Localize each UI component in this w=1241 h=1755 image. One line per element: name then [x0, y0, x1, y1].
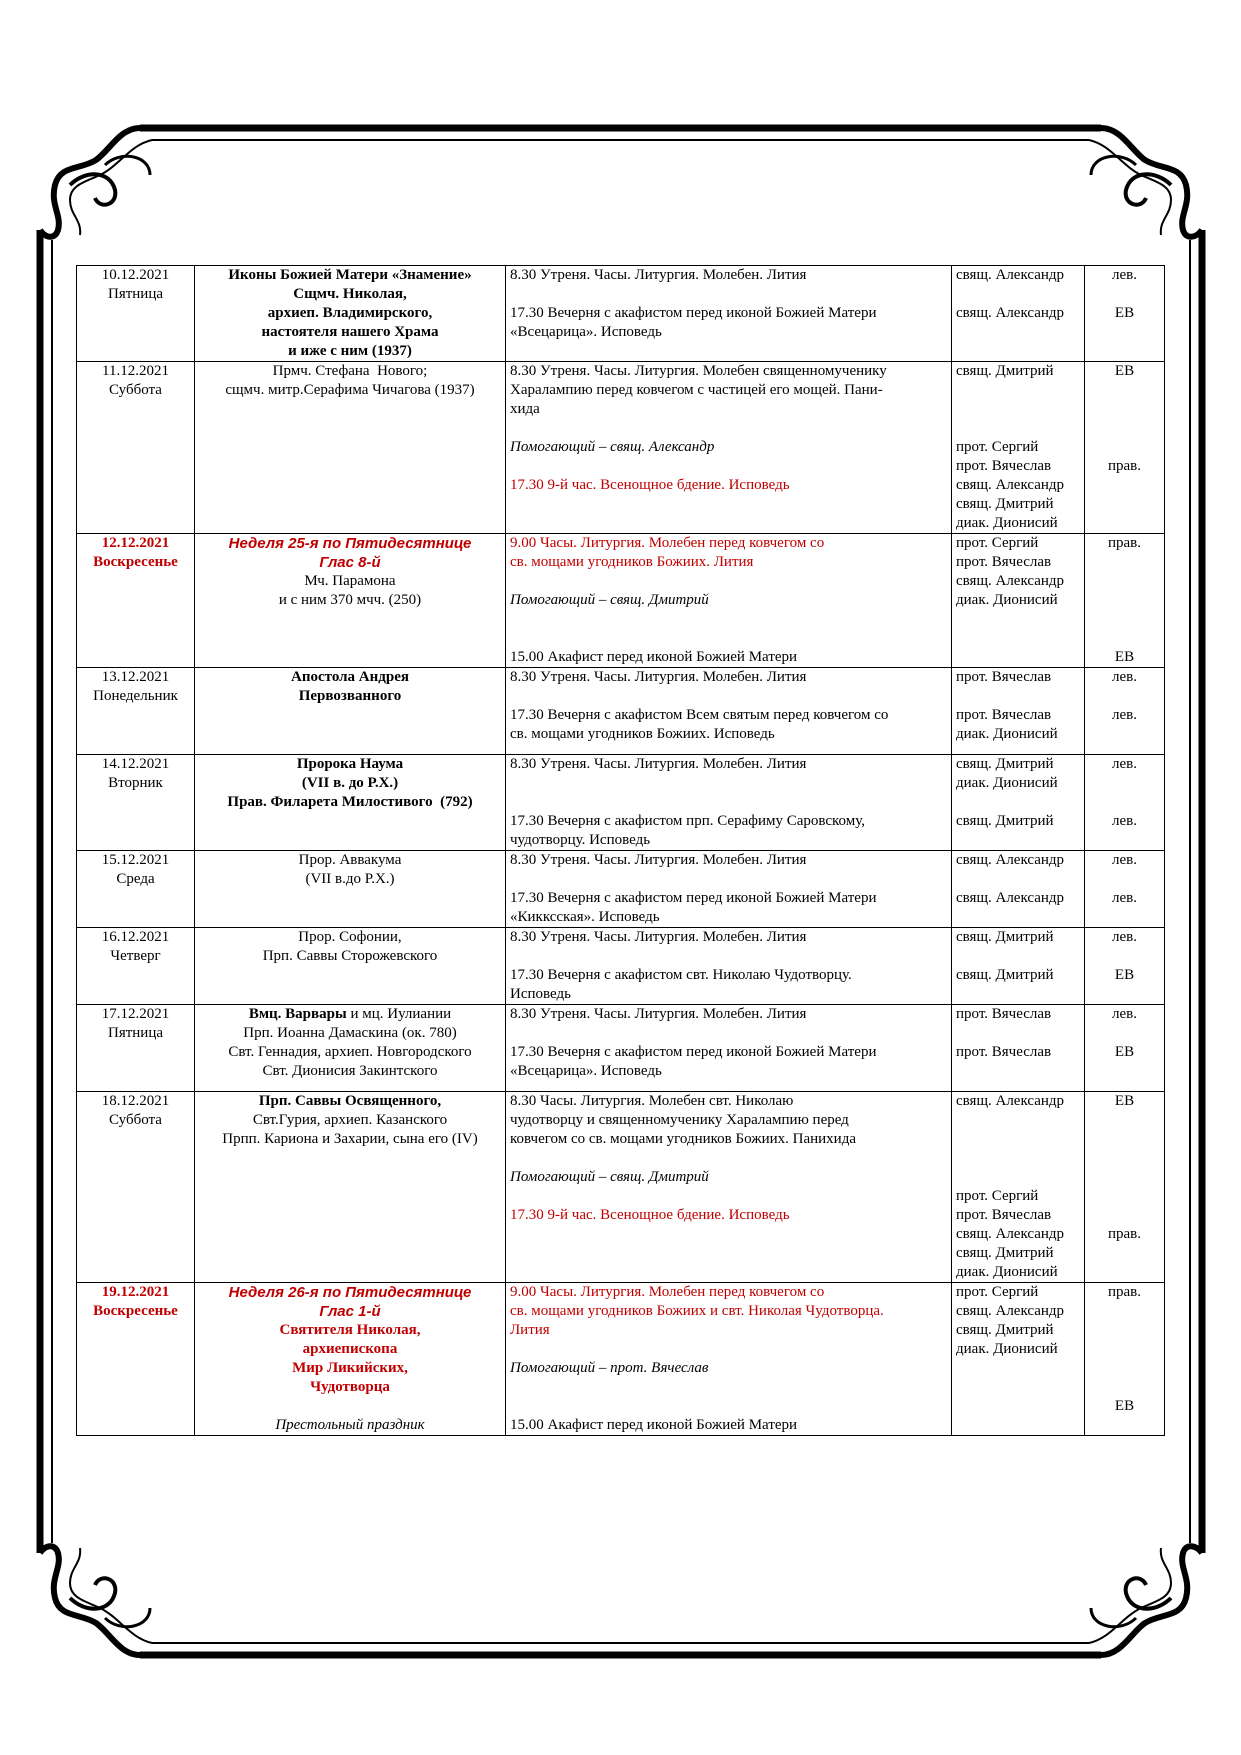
clergy-name — [956, 870, 1080, 889]
choir-label — [1089, 947, 1160, 966]
text-line — [510, 419, 947, 438]
choir-label — [1089, 870, 1160, 889]
choir-label — [1089, 572, 1160, 591]
choir-cell — [1085, 928, 1165, 1005]
feast-cell — [195, 851, 506, 928]
text-line: 17.30 9-й час. Всенощное бдение. Исповедь — [510, 1207, 790, 1223]
date-cell — [77, 266, 195, 362]
choir-cell — [1085, 1092, 1165, 1283]
clergy-name: свящ. Дмитрий — [956, 756, 1054, 772]
clergy-name: свящ. Александр — [956, 1093, 1065, 1109]
choir-label: лев. — [1112, 852, 1137, 868]
clergy-cell — [952, 534, 1085, 668]
choir-label: ЕВ — [1114, 967, 1135, 983]
text-line — [510, 774, 947, 793]
text-line: 17.30 Вечерня с акафистом перед иконой Божией Матери — [510, 305, 877, 321]
choir-label: прав. — [1107, 458, 1142, 474]
choir-cell — [1085, 1283, 1165, 1436]
date-cell — [77, 1005, 195, 1092]
choir-cell — [1085, 362, 1165, 534]
clergy-name — [956, 1168, 1080, 1187]
choir-cell — [1085, 755, 1165, 851]
date-cell — [77, 1283, 195, 1436]
clergy-cell — [952, 362, 1085, 534]
date-cell — [77, 534, 195, 668]
text-line: архиеп. Владимирского, — [267, 305, 433, 321]
schedule-row — [77, 928, 1165, 1005]
clergy-name — [956, 400, 1080, 419]
choir-label — [1089, 1206, 1160, 1225]
choir-label — [1089, 553, 1160, 572]
text-line: св. мощами угодников Божиих. Лития — [510, 554, 754, 570]
clergy-name — [956, 1024, 1080, 1043]
text-line: Сщмч. Николая, — [293, 286, 407, 302]
schedule-row — [77, 1005, 1165, 1092]
clergy-name — [956, 1130, 1080, 1149]
clergy-name: свящ. Дмитрий — [956, 813, 1054, 829]
text-line: 8.30 Утреня. Часы. Литургия. Молебен священномученику — [510, 363, 887, 379]
schedule-row — [77, 362, 1165, 534]
clergy-name: диак. Дионисий — [956, 775, 1058, 791]
schedule-row — [77, 851, 1165, 928]
text-line — [510, 1378, 947, 1397]
clergy-name: свящ. Александр — [956, 852, 1065, 868]
clergy-name — [956, 419, 1080, 438]
text-line: (VII в.до Р.Х.) — [305, 871, 395, 887]
text-line: 17.30 Вечерня с акафистом перед иконой Божией Матери — [510, 890, 877, 906]
choir-label — [1089, 419, 1160, 438]
choir-label — [1089, 687, 1160, 706]
text-line: 17.30 Вечерня с акафистом перед иконой Божией Матери — [510, 1044, 877, 1060]
choir-label: ЕВ — [1114, 305, 1135, 321]
weekday-text: Среда — [116, 871, 155, 887]
feast-cell — [195, 668, 506, 755]
clergy-name: свящ. Дмитрий — [956, 1322, 1054, 1338]
text-line: 17.30 9-й час. Всенощное бдение. Исповедь — [510, 477, 790, 493]
schedule-row — [77, 755, 1165, 851]
feast-cell — [195, 534, 506, 668]
date-text: 10.12.2021 — [101, 267, 170, 283]
clergy-name: свящ. Александр — [956, 305, 1065, 321]
text-line: сщмч. митр.Серафима Чичагова (1937) — [225, 382, 475, 398]
clergy-name: прот. Вячеслав — [956, 669, 1052, 685]
clergy-name: прот. Вячеслав — [956, 1207, 1052, 1223]
choir-label — [1089, 793, 1160, 812]
date-cell — [77, 668, 195, 755]
choir-label — [1089, 1111, 1160, 1130]
clergy-name: прот. Вячеслав — [956, 1044, 1052, 1060]
text-line — [510, 1024, 947, 1043]
clergy-cell — [952, 1005, 1085, 1092]
text-line: Престольный праздник — [275, 1417, 425, 1433]
date-cell — [77, 851, 195, 928]
services-cell — [506, 1092, 952, 1283]
clergy-name: диак. Дионисий — [956, 1341, 1058, 1357]
clergy-name: диак. Дионисий — [956, 726, 1058, 742]
clergy-name — [956, 687, 1080, 706]
clergy-name: свящ. Дмитрий — [956, 363, 1054, 379]
services-cell — [506, 755, 952, 851]
clergy-name — [956, 793, 1080, 812]
text-line: чудотворцу и священномученику Харалампию перед — [510, 1112, 849, 1128]
feast-cell — [195, 266, 506, 362]
choir-label: ЕВ — [1114, 1044, 1135, 1060]
text-line: св. мощами угодников Божиих и свт. Николая Чудотворца. — [510, 1303, 884, 1319]
text-line: «Кикксская». Исповедь — [510, 909, 660, 925]
text-line: Первозванного — [298, 688, 402, 704]
text-line: хида — [510, 401, 540, 417]
text-line: Прав. Филарета Милостивого (792) — [227, 794, 473, 810]
weekday-text: Воскресенье — [93, 554, 178, 570]
clergy-name: прот. Вячеслав — [956, 1006, 1052, 1022]
choir-label: лев. — [1112, 1006, 1137, 1022]
text-line: Свт.Гурия, архиеп. Казанского — [252, 1112, 448, 1128]
clergy-cell — [952, 1092, 1085, 1283]
clergy-name: прот. Вячеслав — [956, 554, 1052, 570]
clergy-cell — [952, 266, 1085, 362]
choir-label — [1089, 381, 1160, 400]
choir-label — [1089, 1340, 1160, 1359]
text-line: Иконы Божией Матери «Знамение» — [228, 267, 472, 283]
text-line: Свт. Геннадия, архиеп. Новгородского — [228, 1044, 472, 1060]
date-text: 15.12.2021 — [101, 852, 170, 868]
date-cell — [77, 928, 195, 1005]
clergy-cell — [952, 928, 1085, 1005]
choir-label: ЕВ — [1114, 1093, 1135, 1109]
date-text: 16.12.2021 — [101, 929, 170, 945]
text-line — [510, 870, 947, 889]
text-line: чудотворцу. Исповедь — [510, 832, 651, 848]
text-line: Неделя 26-я по Пятидесятнице — [228, 1284, 472, 1301]
text-line: Прп. Иоанна Дамаскина (ок. 780) — [243, 1025, 457, 1041]
schedule-body — [77, 266, 1165, 1436]
text-line: «Всецарица». Исповедь — [510, 1063, 662, 1079]
clergy-name — [956, 1111, 1080, 1130]
weekday-text: Вторник — [108, 775, 163, 791]
text-line: Помогающий – прот. Вячеслав — [510, 1360, 709, 1376]
weekday-text: Понедельник — [93, 688, 178, 704]
text-line: 8.30 Часы. Литургия. Молебен свт. Николаю — [510, 1093, 794, 1109]
text-line: Прор. Софонии, — [298, 929, 402, 945]
choir-label — [1089, 1321, 1160, 1340]
text-line: Святителя Николая, — [279, 1322, 421, 1338]
services-cell — [506, 362, 952, 534]
text-line: 17.30 Вечерня с акафистом прп. Серафиму Саровскому, — [510, 813, 866, 829]
clergy-name: диак. Дионисий — [956, 592, 1058, 608]
date-cell — [77, 362, 195, 534]
clergy-name: свящ. Дмитрий — [956, 496, 1054, 512]
text-line: Глас 8-й — [319, 554, 381, 571]
services-cell — [506, 928, 952, 1005]
clergy-name — [956, 285, 1080, 304]
weekday-text: Четверг — [110, 948, 161, 964]
weekday-text: Суббота — [109, 382, 162, 398]
choir-label: ЕВ — [1114, 363, 1135, 379]
choir-label: прав. — [1107, 1226, 1142, 1242]
date-cell — [77, 755, 195, 851]
text-line: Исповедь — [510, 986, 571, 1002]
text-line: Апостола Андрея — [291, 669, 409, 685]
text-line: ковчегом со св. мощами угодников Божиих. Панихида — [510, 1131, 857, 1147]
choir-label — [1089, 1302, 1160, 1321]
clergy-cell — [952, 668, 1085, 755]
choir-label — [1089, 1149, 1160, 1168]
services-cell — [506, 1283, 952, 1436]
clergy-cell — [952, 755, 1085, 851]
text-line: 9.00 Часы. Литургия. Молебен перед ковчегом со — [510, 1284, 825, 1300]
schedule-row — [77, 668, 1165, 755]
clergy-name — [956, 947, 1080, 966]
text-line: Помогающий – свящ. Дмитрий — [510, 592, 709, 608]
text-line: Помогающий – свящ. Александр — [510, 439, 715, 455]
text-line — [510, 572, 947, 591]
text-line: св. мощами угодников Божиих. Исповедь — [510, 726, 775, 742]
clergy-name: прот. Вячеслав — [956, 458, 1052, 474]
clergy-name: прот. Сергий — [956, 535, 1039, 551]
clergy-name: свящ. Александр — [956, 267, 1065, 283]
text-line — [510, 1187, 947, 1206]
text-line: Харалампию перед ковчегом с частицей его мощей. Пани- — [510, 382, 883, 398]
text-line — [510, 793, 947, 812]
choir-label: ЕВ — [1114, 649, 1135, 665]
schedule-row — [77, 534, 1165, 668]
text-line: и с ним 370 мчч. (250) — [278, 592, 422, 608]
text-line — [510, 285, 947, 304]
text-line — [510, 1340, 947, 1359]
choir-label: лев. — [1112, 707, 1137, 723]
choir-cell — [1085, 1005, 1165, 1092]
choir-label: лев. — [1112, 890, 1137, 906]
choir-label — [1089, 1130, 1160, 1149]
text-line: 17.30 Вечерня с акафистом Всем святым перед ковчегом со — [510, 707, 889, 723]
weekday-text: Суббота — [109, 1112, 162, 1128]
choir-cell — [1085, 266, 1165, 362]
text-line — [510, 687, 947, 706]
text-line: Глас 1-й — [319, 1303, 381, 1320]
text-line — [510, 1397, 947, 1416]
clergy-name: свящ. Александр — [956, 890, 1065, 906]
choir-label: прав. — [1107, 535, 1142, 551]
choir-cell — [1085, 534, 1165, 668]
choir-label — [1089, 1168, 1160, 1187]
text-line: архиепископа — [302, 1341, 398, 1357]
text-line: (VII в. до Р.Х.) — [301, 775, 399, 791]
services-cell — [506, 534, 952, 668]
clergy-name: прот. Сергий — [956, 1188, 1039, 1204]
text-line: Прп. Саввы Освященного, — [258, 1093, 442, 1109]
choir-label — [1089, 610, 1160, 629]
text-line — [510, 947, 947, 966]
text-line: настоятеля нашего Храма — [261, 324, 439, 340]
choir-label — [1089, 591, 1160, 610]
services-cell — [506, 1005, 952, 1092]
clergy-name: свящ. Дмитрий — [956, 1245, 1054, 1261]
feast-cell — [195, 1283, 506, 1436]
weekday-text: Пятница — [107, 286, 164, 302]
choir-label: ЕВ — [1114, 1398, 1135, 1414]
choir-label: лев. — [1112, 929, 1137, 945]
text-line: Прпп. Кариона и Захарии, сына его (IV) — [222, 1131, 478, 1147]
clergy-name: свящ. Александр — [956, 1303, 1065, 1319]
text-line: 9.00 Часы. Литургия. Молебен перед ковчегом со — [510, 535, 825, 551]
date-cell — [77, 1092, 195, 1283]
date-text: 13.12.2021 — [101, 669, 170, 685]
choir-cell — [1085, 851, 1165, 928]
text-line — [510, 1149, 947, 1168]
schedule-row — [77, 1092, 1165, 1283]
choir-label — [1089, 629, 1160, 648]
clergy-name: диак. Дионисий — [956, 1264, 1058, 1280]
clergy-name: свящ. Александр — [956, 1226, 1065, 1242]
text-fragment: и мц. Иулиании — [346, 1006, 452, 1022]
schedule-row — [77, 266, 1165, 362]
feast-cell — [195, 362, 506, 534]
clergy-cell — [952, 851, 1085, 928]
choir-label: лев. — [1112, 813, 1137, 829]
feast-cell — [195, 755, 506, 851]
clergy-name: свящ. Александр — [956, 477, 1065, 493]
choir-label — [1089, 1359, 1160, 1378]
clergy-name: свящ. Александр — [956, 573, 1065, 589]
text-line: 8.30 Утреня. Часы. Литургия. Молебен. Лития — [510, 929, 807, 945]
date-text: 18.12.2021 — [101, 1093, 170, 1109]
text-line — [199, 1397, 501, 1416]
choir-label: лев. — [1112, 756, 1137, 772]
services-cell — [506, 668, 952, 755]
choir-label — [1089, 1378, 1160, 1397]
text-line: Прор. Аввакума — [298, 852, 402, 868]
choir-label — [1089, 438, 1160, 457]
text-line: 8.30 Утреня. Часы. Литургия. Молебен. Лития — [510, 756, 807, 772]
date-text: 17.12.2021 — [101, 1006, 170, 1022]
clergy-name: диак. Дионисий — [956, 515, 1058, 531]
choir-label — [1089, 285, 1160, 304]
choir-label: лев. — [1112, 267, 1137, 283]
date-text: 11.12.2021 — [102, 363, 169, 379]
text-line: 17.30 Вечерня с акафистом свт. Николаю Чудотворцу. — [510, 967, 852, 983]
choir-label — [1089, 1024, 1160, 1043]
text-line: Лития — [510, 1322, 550, 1338]
text-line: 8.30 Утреня. Часы. Литургия. Молебен. Лития — [510, 852, 807, 868]
choir-cell — [1085, 668, 1165, 755]
services-cell — [506, 266, 952, 362]
weekday-text: Пятница — [107, 1025, 164, 1041]
service-schedule-table — [76, 265, 1165, 1436]
text-line: 15.00 Акафист перед иконой Божией Матери — [510, 1417, 798, 1433]
text-line — [510, 610, 947, 629]
text-line: Пророка Наума — [296, 756, 404, 772]
clergy-name: свящ. Дмитрий — [956, 967, 1054, 983]
text-fragment: Вмц. Варвары — [248, 1006, 347, 1022]
clergy-name: прот. Сергий — [956, 1284, 1039, 1300]
choir-label: лев. — [1112, 669, 1137, 685]
text-line: Неделя 25-я по Пятидесятнице — [228, 535, 472, 552]
schedule-row — [77, 1283, 1165, 1436]
text-line: 15.00 Акафист перед иконой Божией Матери — [510, 649, 798, 665]
feast-cell — [195, 1092, 506, 1283]
feast-cell — [195, 928, 506, 1005]
date-text: 19.12.2021 — [101, 1284, 170, 1300]
feast-cell — [195, 1005, 506, 1092]
clergy-name — [956, 1149, 1080, 1168]
text-line: Прп. Саввы Сторожевского — [262, 948, 438, 964]
choir-label — [1089, 1187, 1160, 1206]
clergy-name: прот. Сергий — [956, 439, 1039, 455]
services-cell — [506, 851, 952, 928]
text-line: и иже с ним (1937) — [288, 343, 412, 359]
text-line: 8.30 Утреня. Часы. Литургия. Молебен. Лития — [510, 669, 807, 685]
text-line: Чудотворца — [310, 1379, 390, 1395]
clergy-name: прот. Вячеслав — [956, 707, 1052, 723]
choir-label — [1089, 400, 1160, 419]
choir-label — [1089, 774, 1160, 793]
choir-label: прав. — [1107, 1284, 1142, 1300]
text-line: 8.30 Утреня. Часы. Литургия. Молебен. Лития — [510, 1006, 807, 1022]
text-line: «Всецарица». Исповедь — [510, 324, 662, 340]
text-line — [510, 629, 947, 648]
text-line: Прмч. Стефана Нового; — [272, 363, 428, 379]
weekday-text: Воскресенье — [93, 1303, 178, 1319]
text-line: Мч. Парамона — [304, 573, 396, 589]
clergy-name: свящ. Дмитрий — [956, 929, 1054, 945]
text-line: 8.30 Утреня. Часы. Литургия. Молебен. Лития — [510, 267, 807, 283]
date-text: 14.12.2021 — [101, 756, 170, 772]
text-line: Мир Ликийских, — [292, 1360, 408, 1376]
text-line — [199, 1005, 501, 1024]
text-line — [510, 457, 947, 476]
text-line: Свт. Дионисия Закинтского — [262, 1063, 438, 1079]
clergy-cell — [952, 1283, 1085, 1436]
text-line: Помогающий – свящ. Дмитрий — [510, 1169, 709, 1185]
clergy-name — [956, 381, 1080, 400]
date-text: 12.12.2021 — [101, 535, 170, 551]
